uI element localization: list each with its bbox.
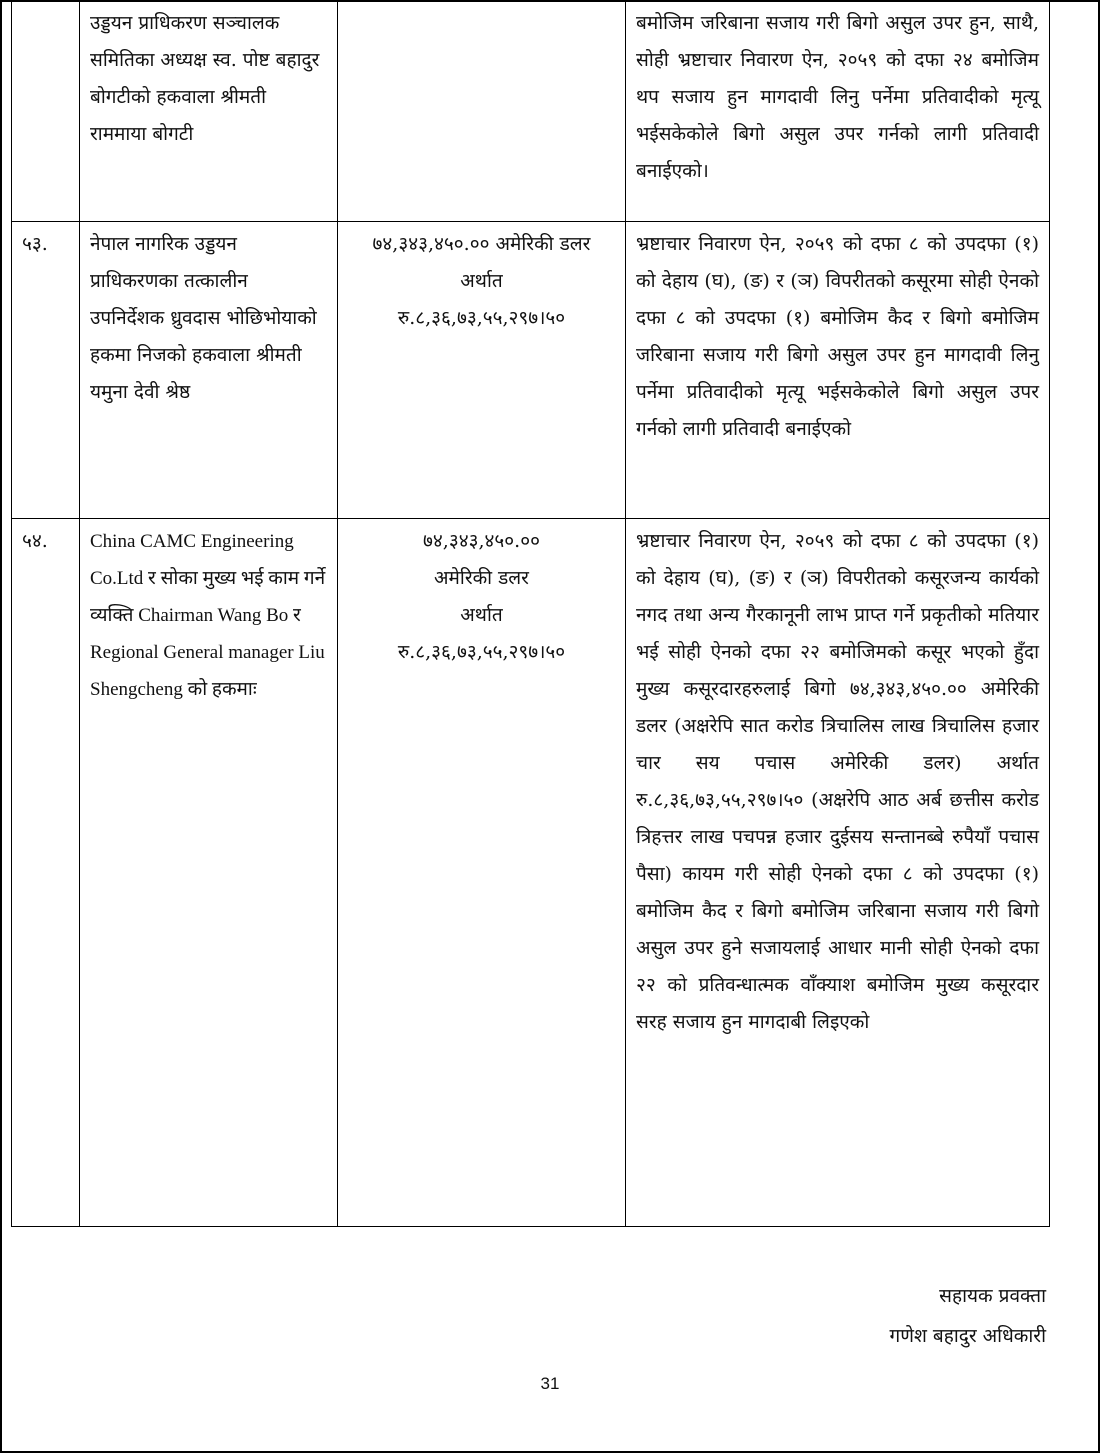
table-row (12, 222, 1050, 519)
serial-number-cell: ५३. (12, 222, 80, 519)
amount-cell (338, 519, 626, 1227)
signature-name: गणेश बहादुर अधिकारी (889, 1325, 1046, 1347)
amount-line: अर्थात (460, 604, 503, 626)
amount-line: रु.८,३६,७३,५५,२९७।५० (397, 307, 566, 329)
defendant-name-cell: नेपाल नागरिक उड्डयन प्राधिकरणका तत्कालीन उपनिर्देशक ध्रुवदास भोछिभोयाको हकमा निजको हकवाला श्रीमती यमुना देवी श्रेष्ठ (80, 222, 338, 519)
amount-line: अमेरिकी डलर (434, 567, 529, 589)
amount-cell (338, 1, 626, 222)
table-row (12, 1, 1050, 222)
page-number: 31 (540, 1374, 560, 1393)
amount-line: रु.८,३६,७३,५५,२९७।५० (397, 641, 566, 663)
defendant-name-cell: उड्डयन प्राधिकरण सञ्चालक समितिका अध्यक्ष स्व. पोष्ट बहादुर बोगटीको हकवाला श्रीमती राममाया बोगटी (80, 1, 338, 222)
defendant-name-cell: China CAMC Engineering Co.Ltd र सोका मुख्य भई काम गर्ने व्यक्ति Chairman Wang Bo र Regional General manager Liu Shengcheng को हकमाः (80, 519, 338, 1227)
defendants-table (11, 0, 1050, 1227)
amount-line: अर्थात (460, 270, 503, 292)
amount-line: ७४,३४३,४५०.०० (423, 530, 540, 552)
serial-number-cell: ५४. (12, 519, 80, 1227)
amount-cell (338, 222, 626, 519)
table-row (12, 519, 1050, 1227)
amount-line: ७४,३४३,४५०.०० अमेरिकी डलर (372, 233, 591, 255)
signature-title: सहायक प्रवक्ता (939, 1285, 1046, 1307)
serial-number-cell (12, 1, 80, 222)
remarks-cell: भ्रष्टाचार निवारण ऐन, २०५९ को दफा ८ को उपदफा (१) को देहाय (घ), (ङ) र (ञ) विपरीतको कसूरमा सोही ऐनको दफा ८ को उपदफा (१) बमोजिम कैद र बिगो बमोजिम जरिबाना सजाय गरी बिगो असुल उपर हुन मागदावी लिनु पर्नेमा प्रतिवादीको मृत्यू भईसकेकोले बिगो असुल उपर गर्नको लागी प्रतिवादी बनाईएको (626, 222, 1050, 519)
remarks-cell: भ्रष्टाचार निवारण ऐन, २०५९ को दफा ८ को उपदफा (१) को देहाय (घ), (ङ) र (ञ) विपरीतको कसूरजन्य कार्यको नगद तथा अन्य गैरकानूनी लाभ प्राप्त गर्ने प्रकृतीको मतियार भई सोही ऐनको दफा २२ बमोजिमको कसूर भएको हुँदा मुख्य कसूरदारहरुलाई बिगो ७४,३४३,४५०.०० अमेरिकी डलर (अक्षरेपि सात करोड त्रिचालिस लाख त्रिचालिस हजार चार सय पचास अमेरिकी डलर) अर्थात रु.८,३६,७३,५५,२९७।५० (अक्षरेपि आठ अर्ब छत्तीस करोड त्रिहत्तर लाख पचपन्न हजार दुईसय सन्तानब्बे रुपैयाँ पचास पैसा) कायम गरी सोही ऐनको दफा ८ को उपदफा (१) बमोजिम कैद र बिगो बमोजिम जरिबाना सजाय गरी बिगो असुल उपर हुने सजायलाई आधार मानी सोही ऐनको दफा २२ को प्रतिवन्धात्मक वाँक्याश बमोजिम मुख्य कसूरदार सरह सजाय हुन मागदाबी लिइएको (626, 519, 1050, 1227)
remarks-cell: बमोजिम जरिबाना सजाय गरी बिगो असुल उपर हुन, साथै, सोही भ्रष्टाचार निवारण ऐन, २०५९ को दफा २४ बमोजिम थप सजाय हुन मागदावी लिनु पर्नेमा प्रतिवादीको मृत्यू भईसकेकोले बिगो असुल उपर गर्नको लागी प्रतिवादी बनाईएको। (626, 1, 1050, 222)
